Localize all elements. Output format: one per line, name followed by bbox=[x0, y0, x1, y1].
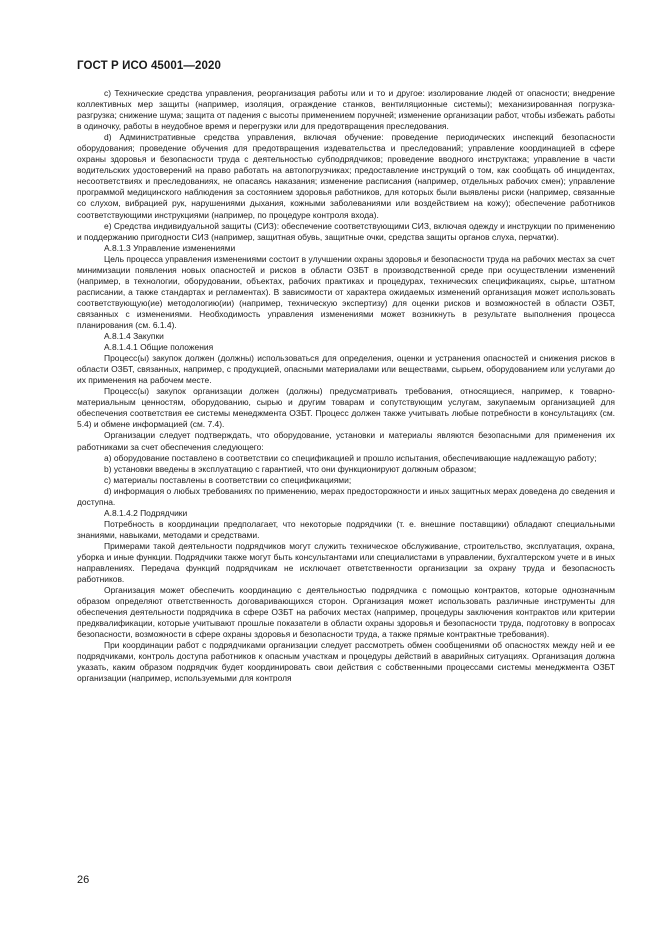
paragraph-contractors-3: Организация может обеспечить координацию с деятельностью подрядчика с помощью контрактов, которые однозначным образом определяют ответственность договаривающихся сторон. Организация может использовать различные инструменты для обеспечения деятельности подрядчика в сфере ОЗБТ на рабочих местах (например, процедуры заключения контрактов или критерии предквалификации, которые учитывают прошлые показатели в области охраны здоровья и безопасности труда, подготовку в вопросах безопасности, возможности в сфере охраны здоровья и безопасности труда, а также прямые контрактные требования). bbox=[77, 585, 615, 640]
document-header-title: ГОСТ Р ИСО 45001—2020 bbox=[77, 60, 222, 72]
body-text bbox=[77, 88, 615, 685]
list-item-c-technical-controls: c) Технические средства управления, реорганизация работы или и то и другое: изолирование людей от опасности; внедрение коллективных мер защиты (например, изоляция, ограждение станков, вентиляционные системы); механизированная погрузка-разгрузка; снижение шума; защита от падения с высоты применением поручней; изменение организации работ, чтобы избежать работы в одиночку, работы в неудобное время и перегрузки или для предотвращения преследования. bbox=[77, 88, 615, 132]
section-heading-a814: А.8.1.4 Закупки bbox=[104, 331, 164, 342]
list-item-a-equipment: a) оборудование поставлено в соответствии со спецификацией и прошло испытания, обеспечивающие надлежащую работу; bbox=[104, 452, 597, 463]
page-number: 26 bbox=[77, 874, 90, 886]
list-item-d-administrative-controls: d) Административные средства управления, включая обучение: проведение периодических инспекций безопасности оборудования; проведение обучения для предотвращения издевательства и преследований; управление координацией в сфере охраны здоровья и безопасности труда с деятельностью субподрядчиков; проведение вводного инструктажа; управление в части водительских удостоверений на право работать на автопогрузчиках; предоставление инструкций о том, как сообщать об инцидентах, несоответствиях и преследованиях, не опасаясь наказания; изменение расписания (например, отдельных рабочих смен); управление программой медицинского наблюдения за состоянием здоровья работников, для которых были выявлены риски (например, связанные со слухом, вибрацией рук, нарушениями дыхания, кожными заболеваниями или воздействием на кожу); обеспечение работников соответствующими инструкциями (например, по процедуре контроля входа). bbox=[77, 132, 615, 220]
list-item-b-installations: b) установки введены в эксплуатацию с гарантией, что они функционируют должным образом; bbox=[104, 463, 477, 474]
paragraph-change-management: Цель процесса управления изменениями состоит в улучшении охраны здоровья и безопасности труда на рабочих местах за счет минимизации появления новых опасностей и рисков в области ОЗБТ в производственной среде при осуществлении изменений (например, в технологии, оборудовании, объектах, рабочих практиках и процедурах, технических спецификациях, сырье, штатном расписании, а также стандартах и регламентах). В зависимости от характера ожидаемых изменений организация может использовать соответствующую(ие) методологию(ии) (например, техническую экспертизу) для оценки рисков и возможностей в области ОЗБТ, связанных с изменениями. Необходимость управления изменениями может возникнуть в результате выполнения процесса планирования (см. 6.1.4). bbox=[77, 253, 615, 330]
section-heading-a8141: А.8.1.4.1 Общие положения bbox=[104, 342, 214, 353]
paragraph-contractors-1: Потребность в координации предполагает, что некоторые подрядчики (т. е. внешние поставщики) обладают специальными знаниями, навыками, методами и средствами. bbox=[77, 518, 615, 540]
section-heading-a8142: А.8.1.4.2 Подрядчики bbox=[104, 507, 188, 518]
list-item-e-ppe: e) Средства индивидуальной защиты (СИЗ): обеспечение соответствующими СИЗ, включая одежду и инструкции по применению и поддержанию пригодности СИЗ (например, защитная обувь, защитные очки, средства защиты органов слуха, перчатки). bbox=[77, 220, 615, 242]
paragraph-procurement-2: Процесс(ы) закупок организации должен (должны) предусматривать требования, относящиеся, например, к товарно-материальным ценностям, оборудованию, сырью и другим товарам и сопутствующим услугам, закупаемым организацией для обеспечения соответствия ее системы менеджмента ОЗБТ. Процесс должен также учитывать любые потребности в консультациях (см. 5.4) и обмене информацией (см. 7.4). bbox=[77, 386, 615, 430]
paragraph-procurement-3: Организации следует подтверждать, что оборудование, установки и материалы являются безопасными для применения их работниками за счет обеспечения следующего: bbox=[77, 430, 615, 452]
paragraph-contractors-2: Примерами такой деятельности подрядчиков могут служить техническое обслуживание, строительство, эксплуатация, охрана, уборка и иные функции. Подрядчики также могут быть консультантами или специалистами в управлении, бухгалтерском учете и в иных направлениях. Передача функций подрядчикам не исключает ответственности организации за охрану труда и безопасность работников. bbox=[77, 540, 615, 585]
paragraph-procurement-1: Процесс(ы) закупок должен (должны) использоваться для определения, оценки и устранения опасностей и снижения рисков в области ОЗБТ, связанных, например, с продукцией, опасными материалами или веществами, сырьем, оборудованием или услугами до их применения на рабочем месте. bbox=[77, 353, 615, 386]
section-heading-a813: А.8.1.3 Управление изменениями bbox=[104, 242, 236, 253]
paragraph-contractors-4: При координации работ с подрядчиками организации следует рассмотреть обмен сообщениями об опасностях между ней и ее подрядчиками, контроль доступа работников к опасным участкам и процедуры действий в аварийных ситуациях. Организация должна указать, каким образом подрядчик будет координировать свои действия с собственными процессами системы менеджмента ОЗБТ организации (например, используемыми для контроля bbox=[77, 640, 615, 684]
list-item-c-materials: c) материалы поставлены в соответствии со спецификациями; bbox=[104, 474, 352, 485]
list-item-d-information: d) информация о любых требованиях по применению, мерах предосторожности и иных защитных мерах доведена до сведения и доступна. bbox=[77, 485, 615, 507]
